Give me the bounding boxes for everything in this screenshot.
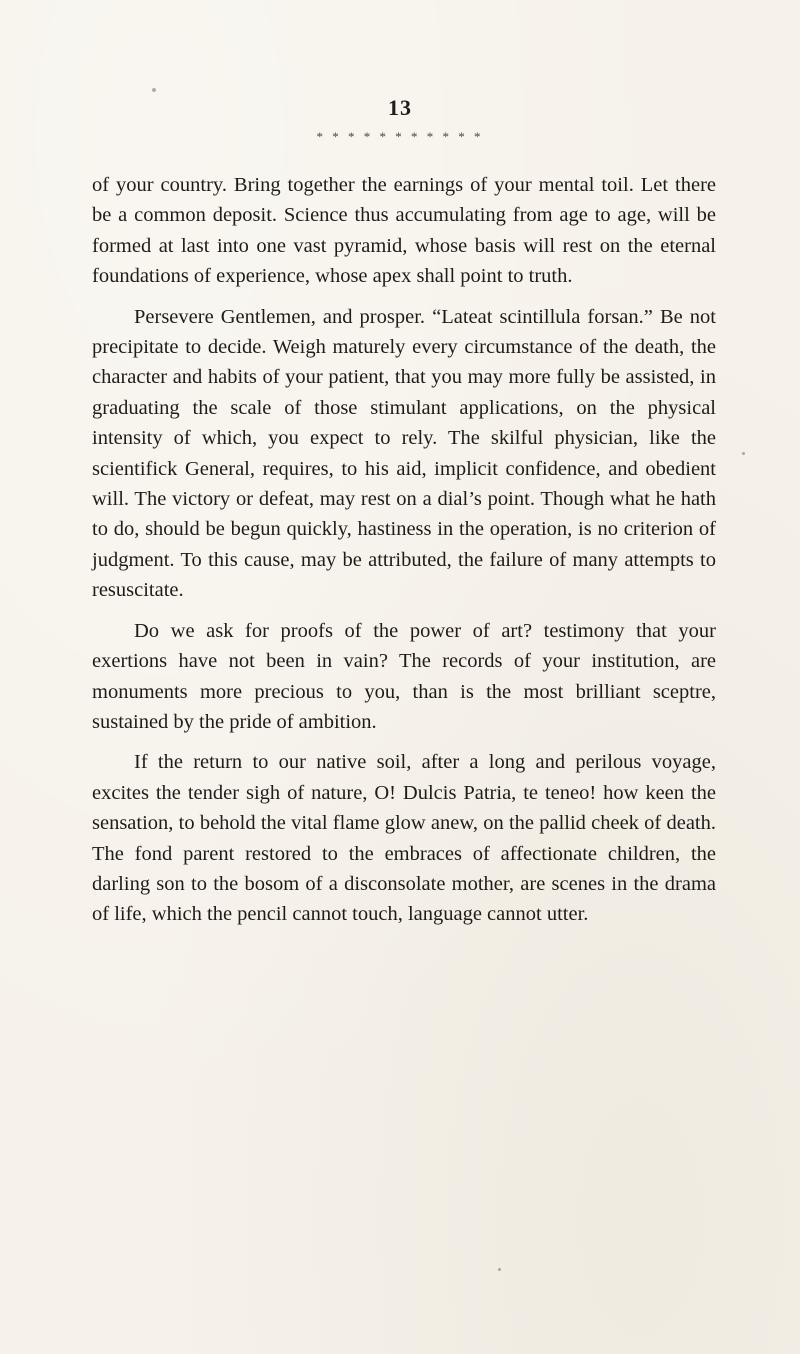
paragraph-1: of your country. Bring together the earnings of your mental toil. Let there be a common deposit. Science thus accumulating from age to age, will be formed at last into one vast pyramid, whose basis will rest on the eternal foundations of experience, whose apex shall point to truth. [92, 174, 716, 288]
paragraph-2: Persevere Gentlemen, and prosper. “Lateat scintillula forsan.” Be not precipitate to decide. Weigh maturely every circumstance of the death, the character and habits of your patient, that you may more fully be assisted, in graduating the scale of those stimulant applications, on the physical intensity of which, you expect to rely. The skilful physician, like the scientifick General, requires, to his aid, implicit confidence, and obedient will. The victory or defeat, may rest on a dial’s point. Though what he hath to do, should be begun quickly, hastiness in the operation, is no criterion of judgment. To this cause, may be attributed, the failure of many attempts to resuscitate. [92, 305, 716, 602]
ornamental-rule: * * * * * * * * * * * [316, 129, 484, 144]
paragraph-4: If the return to our native soil, after a long and perilous voyage, excites the tender sigh of nature, O! Dulcis Patria, te teneo! how keen the sensation, to behold the vital flame glow anew, on the pallid cheek of death. The fond parent restored to the embraces of affectionate children, the darling son to the bosom of a disconsolate mother, are scenes in the drama of life, which the pencil cannot touch, language cannot utter. [92, 751, 716, 926]
page-number: 13 [388, 95, 412, 120]
ink-speck [742, 452, 745, 455]
ink-speck [498, 1268, 501, 1271]
ink-speck [152, 88, 156, 92]
paragraph-3: Do we ask for proofs of the power of art? testimony that your exertions have not been in vain? The records of your institution, are monuments more precious to you, than is the most brilliant sceptre, sustained by the pride of ambition. [92, 619, 716, 733]
page-body [92, 170, 716, 930]
